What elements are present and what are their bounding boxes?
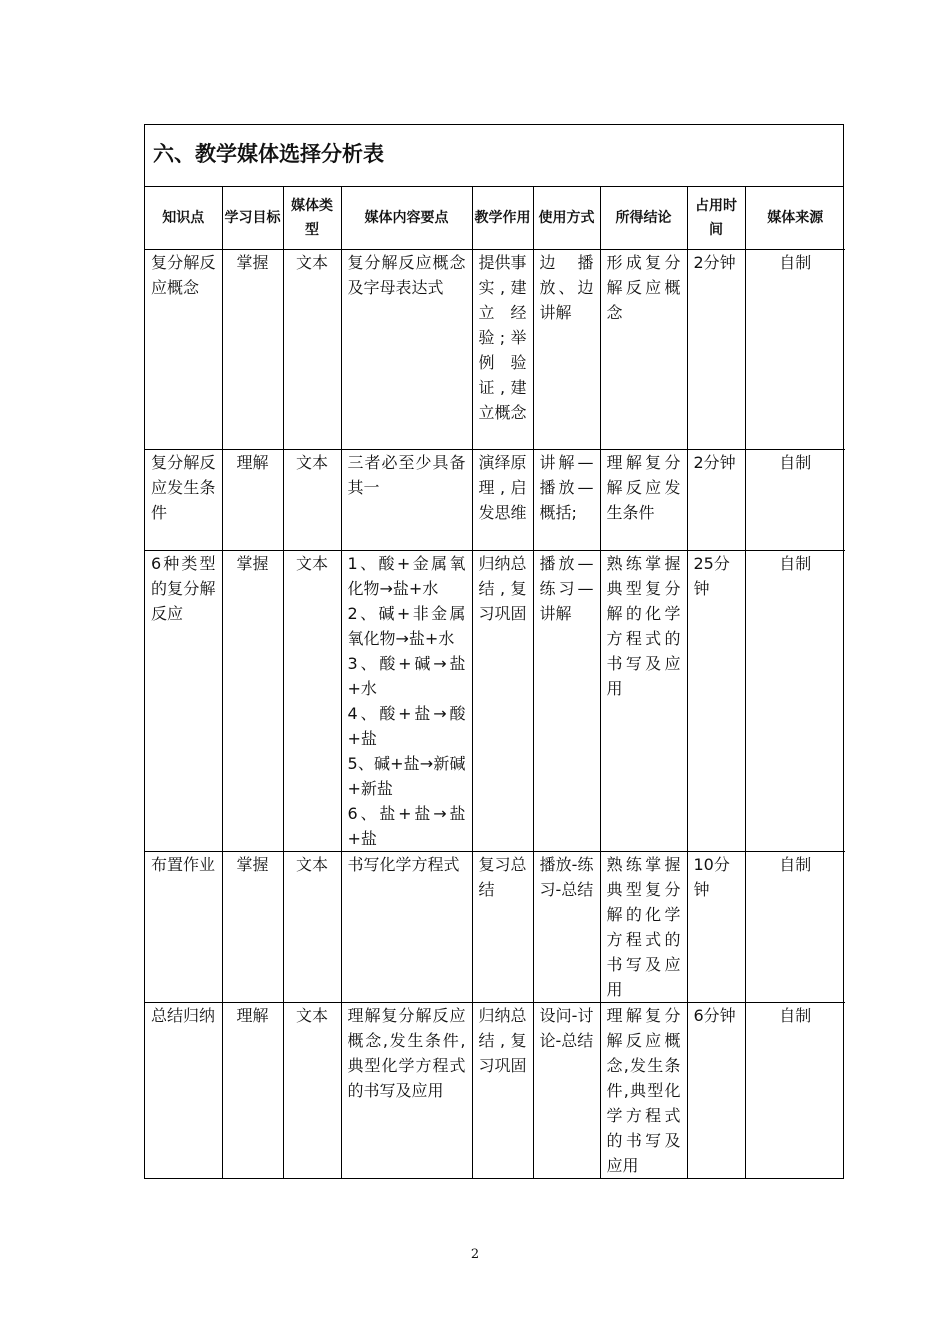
time-used-cell: 10分钟 <box>687 851 745 1002</box>
learning-goal-cell: 掌握 <box>222 550 283 851</box>
table-row <box>145 449 845 550</box>
usage-method-cell: 播放-练习-总结 <box>533 851 600 1002</box>
knowledge-point-cell: 复分解反应概念 <box>145 249 222 449</box>
media-type-cell: 文本 <box>283 449 341 550</box>
learning-goal-cell: 理解 <box>222 1002 283 1178</box>
media-type-cell: 文本 <box>283 550 341 851</box>
media-source-cell: 自制 <box>745 249 845 449</box>
time-used-cell: 2分钟 <box>687 449 745 550</box>
header-row <box>145 187 845 249</box>
header-media-content: 媒体内容要点 <box>341 187 472 249</box>
learning-goal-cell: 理解 <box>222 449 283 550</box>
table-row <box>145 851 845 1002</box>
media-content-cell: 书写化学方程式 <box>341 851 472 1002</box>
header-media-source: 媒体来源 <box>745 187 845 249</box>
conclusion-cell: 熟练掌握典型复分解的化学方程式的书写及应用 <box>600 550 687 851</box>
table-row <box>145 1002 845 1178</box>
usage-method-cell: 讲解—播放—概括; <box>533 449 600 550</box>
teaching-role-cell: 归纳总结,复习巩固 <box>472 1002 533 1178</box>
media-source-cell: 自制 <box>745 550 845 851</box>
media-type-cell: 文本 <box>283 1002 341 1178</box>
header-usage-method: 使用方式 <box>533 187 600 249</box>
usage-method-cell: 边播放、边讲解 <box>533 249 600 449</box>
media-source-cell: 自制 <box>779 1005 812 1025</box>
analysis-table <box>145 187 845 1178</box>
knowledge-point-cell: 布置作业 <box>145 851 222 1002</box>
conclusion-cell: 理解复分解反应发生条件 <box>600 449 687 550</box>
header-conclusion: 所得结论 <box>600 187 687 249</box>
teaching-role-cell: 归纳总结,复习巩固 <box>472 550 533 851</box>
usage-method-cell: 设问-讨论-总结 <box>533 1002 600 1178</box>
media-content-cell: 1、酸+金属氧化物→盐+水 2、碱+非金属氧化物→盐+水 3、酸+碱→盐+水 4、酸+盐→酸+盐 5、碱+盐→新碱+新盐 6、盐+盐→盐+盐 <box>341 550 472 851</box>
knowledge-point-cell: 6种类型的复分解反应 <box>145 550 222 851</box>
media-type-cell: 文本 <box>283 851 341 1002</box>
time-used-cell: 25分钟 <box>687 550 745 851</box>
teaching-role-cell: 提供事实,建立经验;举例验证,建立概念 <box>472 249 533 449</box>
header-teaching-role: 教学作用 <box>472 187 533 249</box>
section-title: 六、教学媒体选择分析表 <box>145 125 843 187</box>
conclusion-cell: 形成复分解反应概念 <box>600 249 687 449</box>
knowledge-point-cell: 复分解反应发生条件 <box>145 449 222 550</box>
teaching-role-cell: 复习总结 <box>472 851 533 1002</box>
time-used-cell: 6分钟 <box>687 1002 745 1178</box>
time-used-cell: 2分钟 <box>687 249 745 449</box>
learning-goal-cell: 掌握 <box>222 851 283 1002</box>
media-type-cell: 文本 <box>283 249 341 449</box>
media-content-cell: 理解复分解反应概念,发生条件,典型化学方程式的书写及应用 <box>341 1002 472 1178</box>
header-knowledge-point: 知识点 <box>145 187 222 249</box>
media-content-cell: 三者必至少具备其一 <box>341 449 472 550</box>
teaching-role-cell: 演绎原理,启发思维 <box>472 449 533 550</box>
knowledge-point-cell: 总结归纳 <box>145 1002 222 1178</box>
header-media-type: 媒体类型 <box>283 187 341 249</box>
usage-method-cell: 播放—练习—讲解 <box>533 550 600 851</box>
conclusion-cell: 熟练掌握典型复分解的化学方程式的书写及应用 <box>600 851 687 1002</box>
learning-goal-cell: 掌握 <box>222 249 283 449</box>
media-analysis-table <box>144 124 844 1179</box>
page-number: 2 <box>470 1247 480 1262</box>
table-row <box>145 249 845 449</box>
table-row <box>145 550 845 851</box>
conclusion-cell: 理解复分解反应概念,发生条件,典型化学方程式的书写及应用 <box>600 1002 687 1178</box>
media-content-cell: 复分解反应概念及字母表达式 <box>341 249 472 449</box>
header-time-used: 占用时间 <box>687 187 745 249</box>
header-learning-goal: 学习目标 <box>222 187 283 249</box>
media-source-cell: 自制 <box>745 851 845 1002</box>
media-source-cell: 自制 <box>745 449 845 550</box>
